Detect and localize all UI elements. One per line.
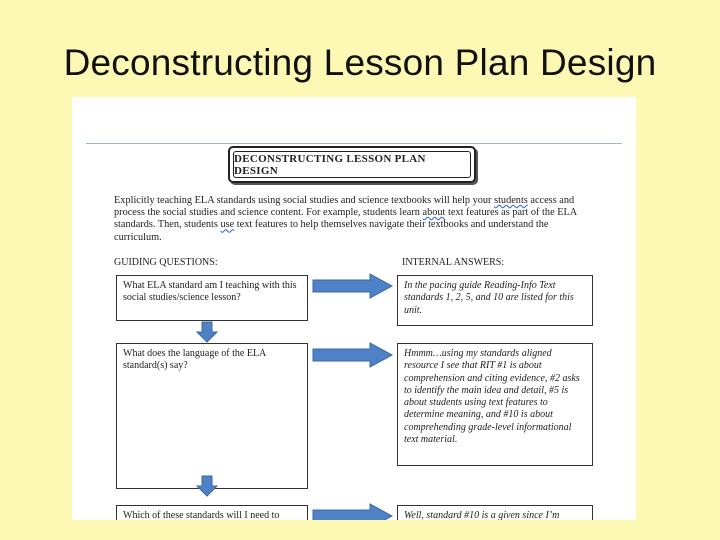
spellcheck-word: students (494, 195, 528, 206)
right-arrow-icon (312, 503, 394, 520)
internal-answers-heading: INTERNAL ANSWERS: (402, 257, 505, 268)
intro-text: text features to help themselves navigate their textbooks and understand the curriculum. (114, 219, 549, 243)
answer-box: In the pacing guide Reading-Info Text standards 1, 2, 5, and 10 are listed for this unit. (397, 275, 593, 326)
slide-title: Deconstructing Lesson Plan Design (63, 42, 657, 83)
down-arrow-icon (196, 321, 218, 343)
document-title-box (228, 146, 476, 183)
intro-text: Explicitly teaching ELA standards using social studies and science textbooks will help your (114, 195, 495, 206)
question-box: What ELA standard am I teaching with this social studies/science lesson? (116, 275, 308, 321)
answer-box: Hmmm…using my standards aligned resource I see that RIT #1 is about comprehension and citing evidence, #2 asks to identify the main idea and detail, #5 is about students using text features to determine meaning, and #10 is about comprehending grade-level informational text material. (397, 343, 593, 466)
intro-text: text features as part of the ELA standards. Then, students (114, 207, 577, 231)
spellcheck-word: about (422, 207, 446, 219)
header-rule (86, 143, 622, 144)
right-arrow-icon (312, 342, 394, 368)
answer-box: Well, standard #10 is a given since I’m (397, 505, 593, 520)
guiding-questions-heading: GUIDING QUESTIONS: (114, 257, 218, 268)
question-box: Which of these standards will I need to (116, 505, 308, 520)
spellcheck-word: use (220, 219, 235, 231)
document-image (72, 97, 636, 520)
intro-text: access and process the social studies and science content. For example, students learn (114, 195, 575, 219)
question-box: What does the language of the ELA standard(s) say? (116, 343, 308, 489)
down-arrow-icon (196, 475, 218, 497)
right-arrow-icon (312, 273, 394, 299)
intro-paragraph (114, 195, 598, 244)
document-title: DECONSTRUCTING LESSON PLAN DESIGN (233, 151, 471, 178)
